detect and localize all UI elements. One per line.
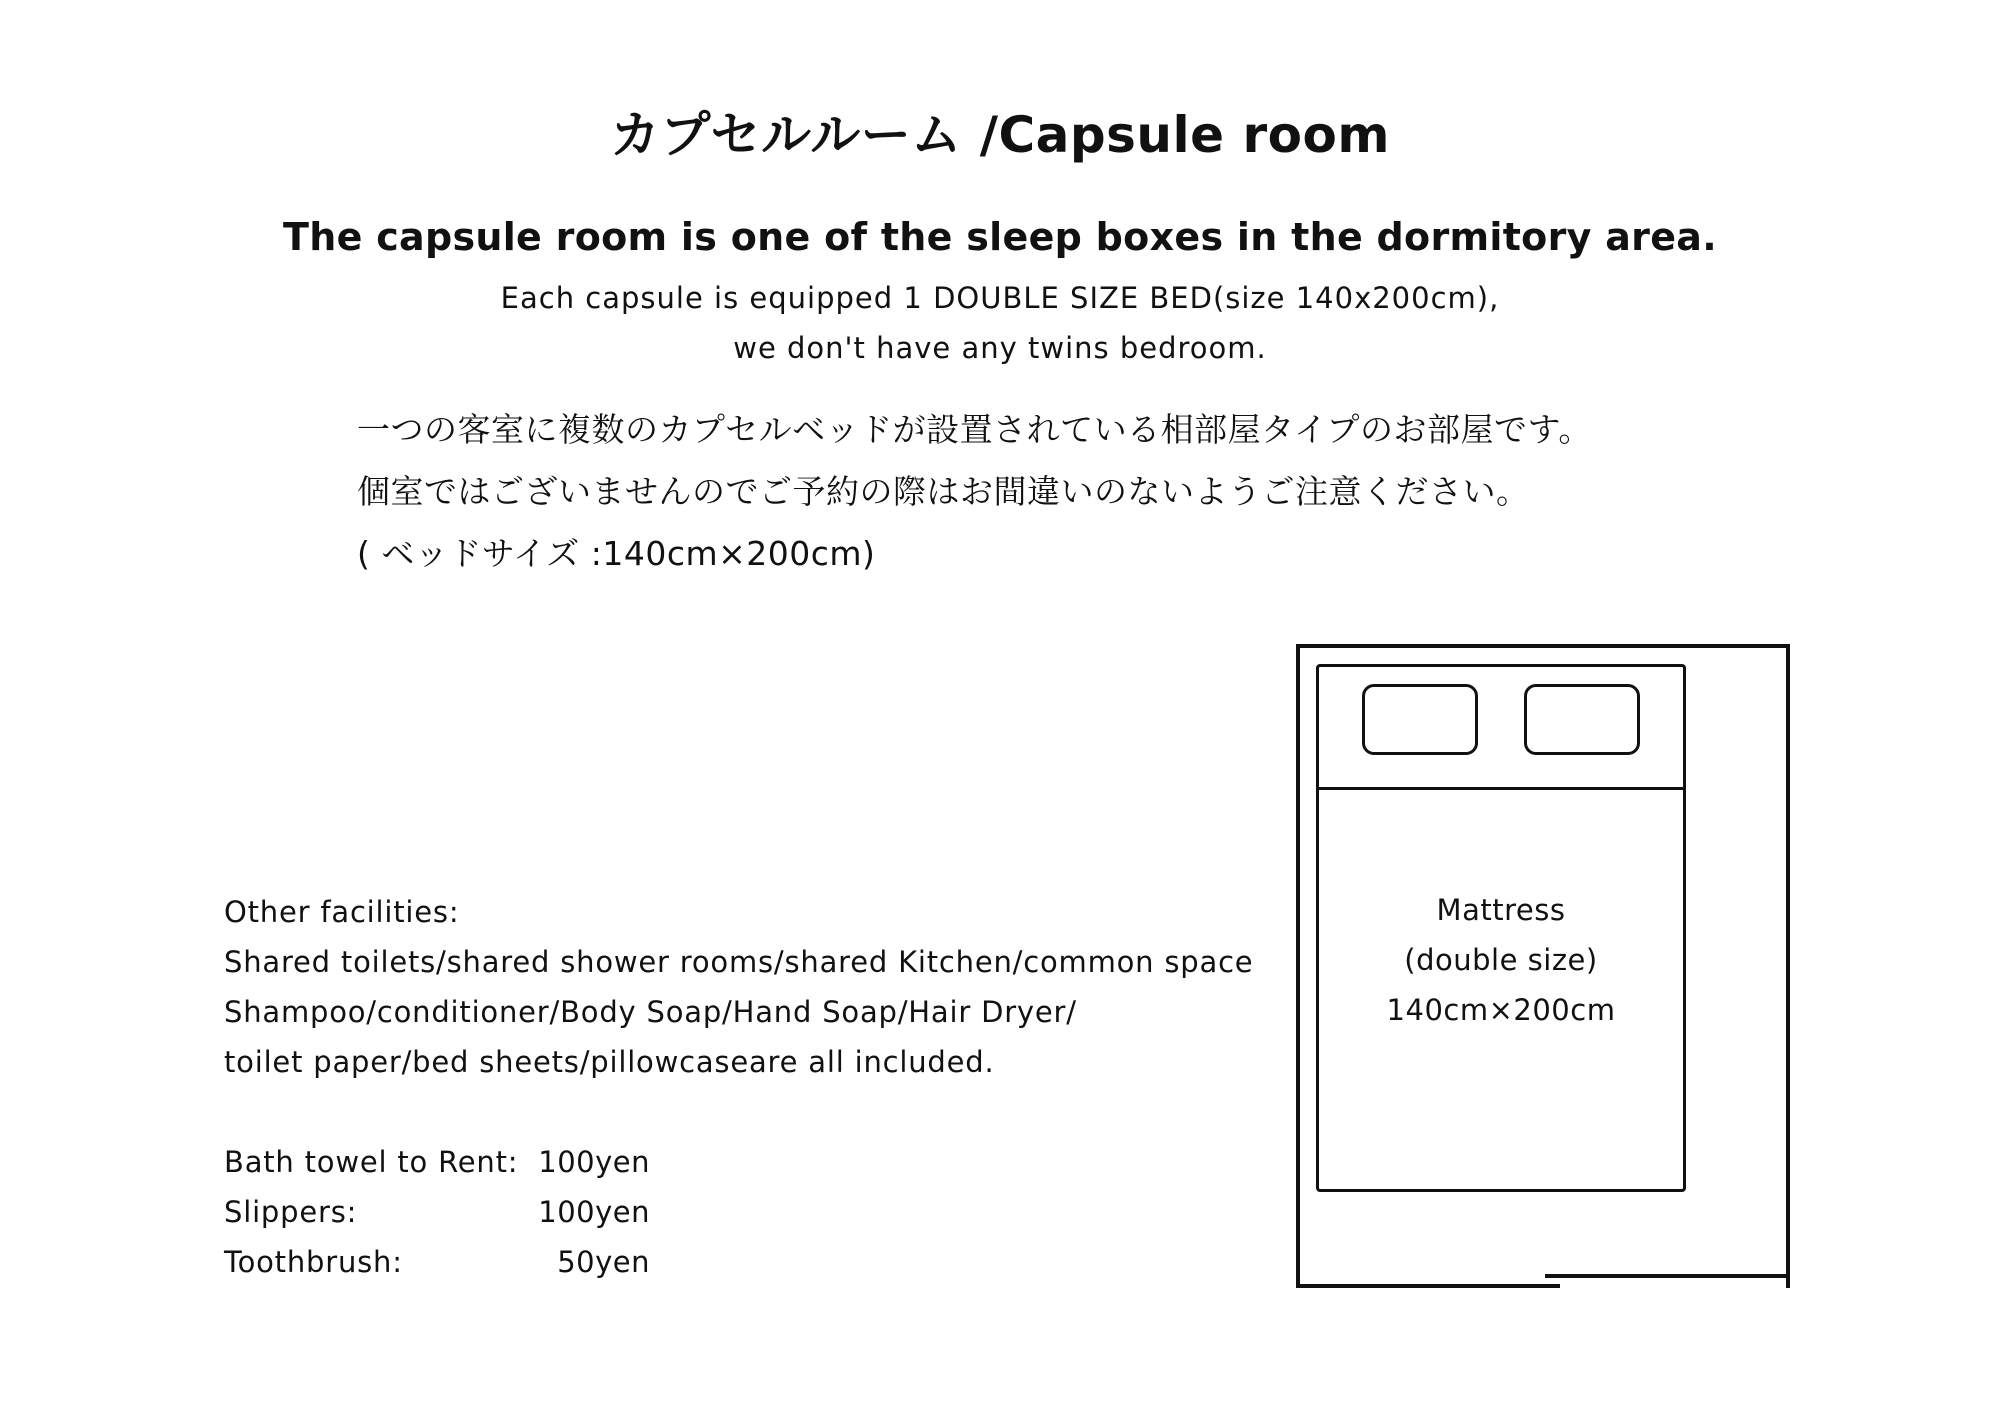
headline: The capsule room is one of the sleep boxes in the dormitory area. (283, 215, 1717, 259)
room-wall-bottom (1296, 1284, 1560, 1288)
japanese-line-2: 個室ではございませんのでご予約の際はお間違いのないようご注意ください。 (357, 472, 1530, 511)
facilities-line: Shared toilets/shared shower rooms/shared Kitchen/common space (224, 945, 1254, 979)
page-title: カプセルルーム /Capsule room (610, 106, 1390, 164)
mattress-label: Mattress (1436, 893, 1566, 927)
facilities-heading: Other facilities: (224, 895, 460, 929)
bed-headboard (1319, 667, 1683, 790)
room-wall-corner (1771, 1274, 1790, 1278)
subtitle-line-1: Each capsule is equipped 1 DOUBLE SIZE BED(size 140x200cm), (500, 281, 1500, 315)
capsule-door-line (1545, 1274, 1775, 1278)
price-value-bath-towel: 100yen (538, 1145, 650, 1179)
mattress-size-type: (double size) (1404, 943, 1598, 977)
pillow-left (1362, 684, 1478, 755)
japanese-bed-size: ( ベッドサイズ :140cm×200cm) (357, 534, 876, 573)
facilities-line: Shampoo/conditioner/Body Soap/Hand Soap/Hair Dryer/ (224, 995, 1077, 1029)
price-label-bath-towel: Bath towel to Rent: (224, 1145, 519, 1179)
pillow-right (1524, 684, 1640, 755)
price-value-toothbrush: 50yen (557, 1245, 650, 1279)
facilities-line: toilet paper/bed sheets/pillowcaseare all included. (224, 1045, 995, 1079)
price-value-slippers: 100yen (538, 1195, 650, 1229)
subtitle-line-2: we don't have any twins bedroom. (733, 331, 1267, 365)
price-label-toothbrush: Toothbrush: (224, 1245, 403, 1279)
bed-diagram (1316, 664, 1686, 1192)
price-label-slippers: Slippers: (224, 1195, 358, 1229)
mattress-dimensions: 140cm×200cm (1386, 993, 1616, 1027)
japanese-line-1: 一つの客室に複数のカプセルベッドが設置されている相部屋タイプのお部屋です。 (357, 410, 1592, 449)
